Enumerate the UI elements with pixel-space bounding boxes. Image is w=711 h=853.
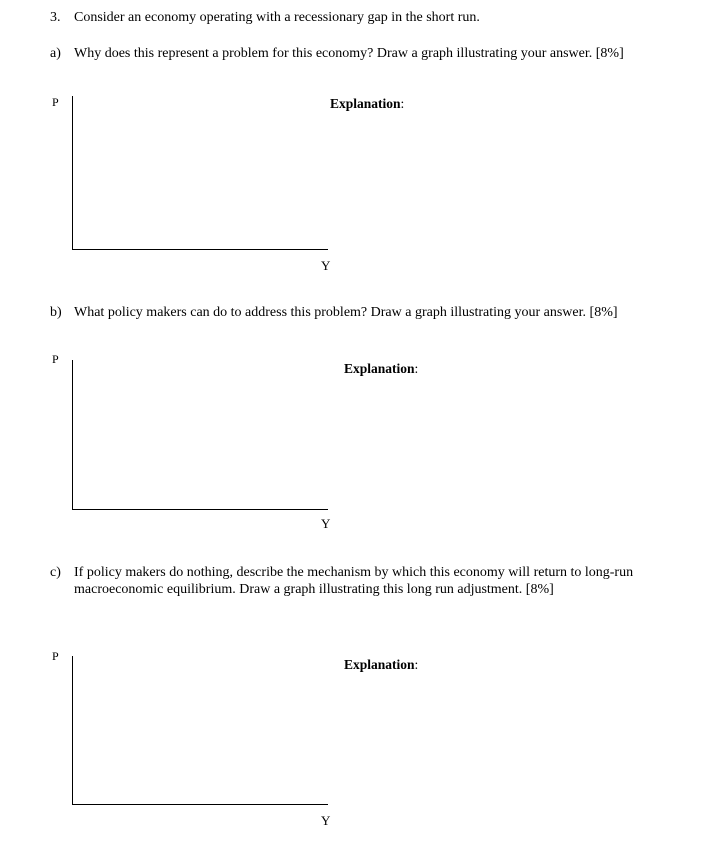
- part-a-y-axis: [72, 96, 73, 249]
- part-c-text: If policy makers do nothing, describe the mechanism by which this economy will return to long-run macroeconomic equilibrium. Draw a graph illustrating this long run adjustment. [8%]: [74, 565, 634, 597]
- part-b-explanation-label: Explanation:: [344, 361, 419, 376]
- part-c-y-axis: [72, 656, 73, 804]
- part-c-y-axis-label: P: [52, 649, 59, 663]
- part-c-label: c): [50, 565, 61, 580]
- part-a-label: a): [50, 46, 61, 61]
- part-b-y-axis: [72, 360, 73, 509]
- part-b-label: b): [50, 305, 62, 320]
- question-number: 3.: [50, 10, 61, 25]
- part-a-explanation-label: Explanation:: [330, 96, 405, 111]
- part-a-text: Why does this represent a problem for this economy? Draw a graph illustrating your answer. [8%]: [74, 46, 624, 61]
- part-c-x-axis-label: Y: [321, 813, 331, 828]
- part-a-x-axis: [72, 249, 328, 250]
- part-a-y-axis-label: P: [52, 95, 59, 109]
- part-c-x-axis: [72, 804, 328, 805]
- part-b-x-axis-label: Y: [321, 516, 331, 531]
- part-b-x-axis: [72, 509, 328, 510]
- part-a-x-axis-label: Y: [321, 258, 331, 273]
- question-prompt: Consider an economy operating with a recessionary gap in the short run.: [74, 10, 480, 25]
- part-c-explanation-label: Explanation:: [344, 657, 419, 672]
- part-b-y-axis-label: P: [52, 352, 59, 366]
- part-b-text: What policy makers can do to address this problem? Draw a graph illustrating your answer. [8%]: [74, 305, 618, 320]
